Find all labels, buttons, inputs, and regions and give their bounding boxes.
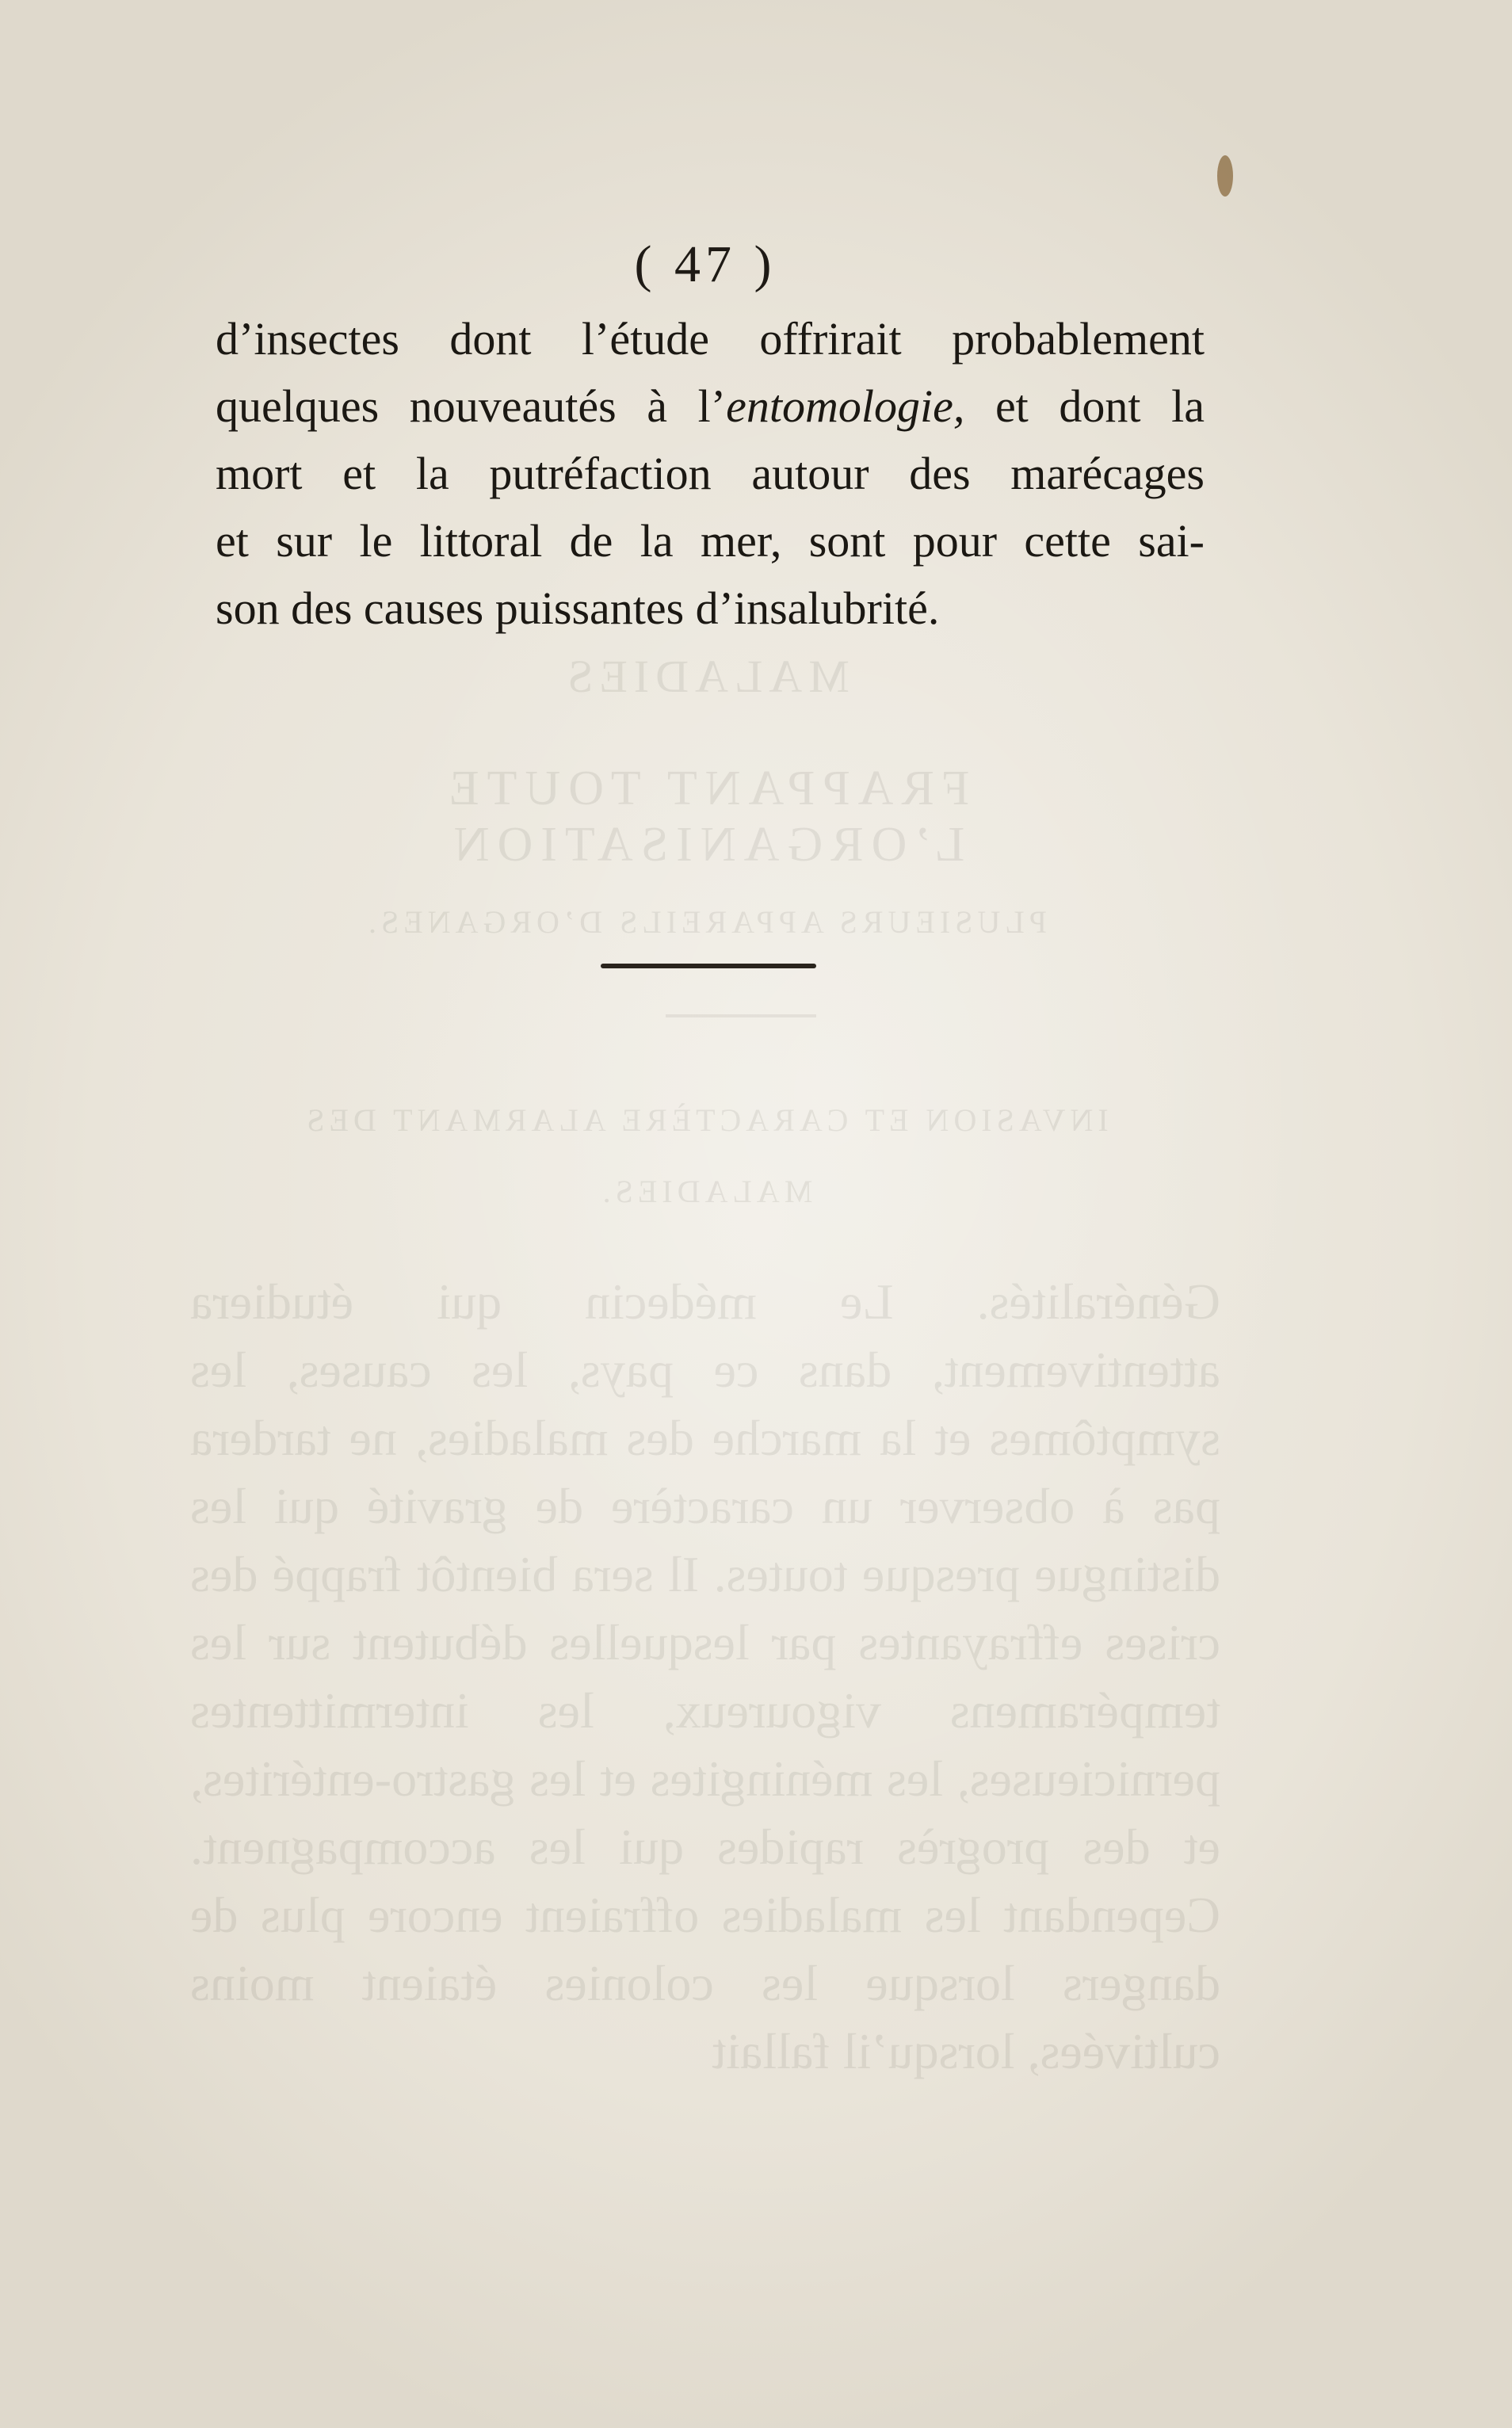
italic-word: entomologie, xyxy=(726,380,965,432)
page-number: ( 47 ) xyxy=(634,235,777,293)
text-line: mort et la putréfaction autour des marécages xyxy=(216,448,1205,499)
show-through-text: FRAPPANT TOUTE L’ORGANISATION xyxy=(441,762,970,872)
text-line: et sur le littoral de la mer, sont pour cette sai- xyxy=(216,515,1205,567)
text-line xyxy=(216,372,1205,440)
body-text xyxy=(216,305,1205,642)
show-through-text: MALADIES xyxy=(561,651,850,702)
show-through-rule xyxy=(666,1014,816,1017)
paper-stain xyxy=(1217,155,1233,197)
show-through-text: Généralités. Le médecin qui étudiera attentivement, dans ce pays, les causes, les symptômes et la marche des maladies, ne tardera pas à observer un caractère de gravité qui les distingue presque toutes. Il sera bientôt frappé des crises effrayantes par lesquelles débutent sur les tempéramens vigoureux, les intermittentes pernicieuses, les méningites et les gastro-entérites, et des progrès rapides qui les accompagnent. Cependant les maladies offraient encore plus de dangers lorsque les colonies étaient moins cultivées, lorsqu’il fallait xyxy=(190,1273,1220,2079)
show-through-text: PLUSIEURS APPAREILS D’ORGANES. xyxy=(364,904,1047,940)
text-line: son des causes puissantes d’insalubrité. xyxy=(216,582,940,634)
section-divider xyxy=(601,964,816,968)
show-through-text: MALADIES. xyxy=(598,1174,813,1209)
text-segment: et dont la xyxy=(964,380,1205,432)
show-through-text: INVASION ET CARACTÈRE ALARMANT DES xyxy=(302,1102,1109,1138)
text-segment: quelques nouveautés à l’ xyxy=(216,380,727,432)
text-line: d’insectes dont l’étude offrirait probablement xyxy=(216,313,1205,365)
